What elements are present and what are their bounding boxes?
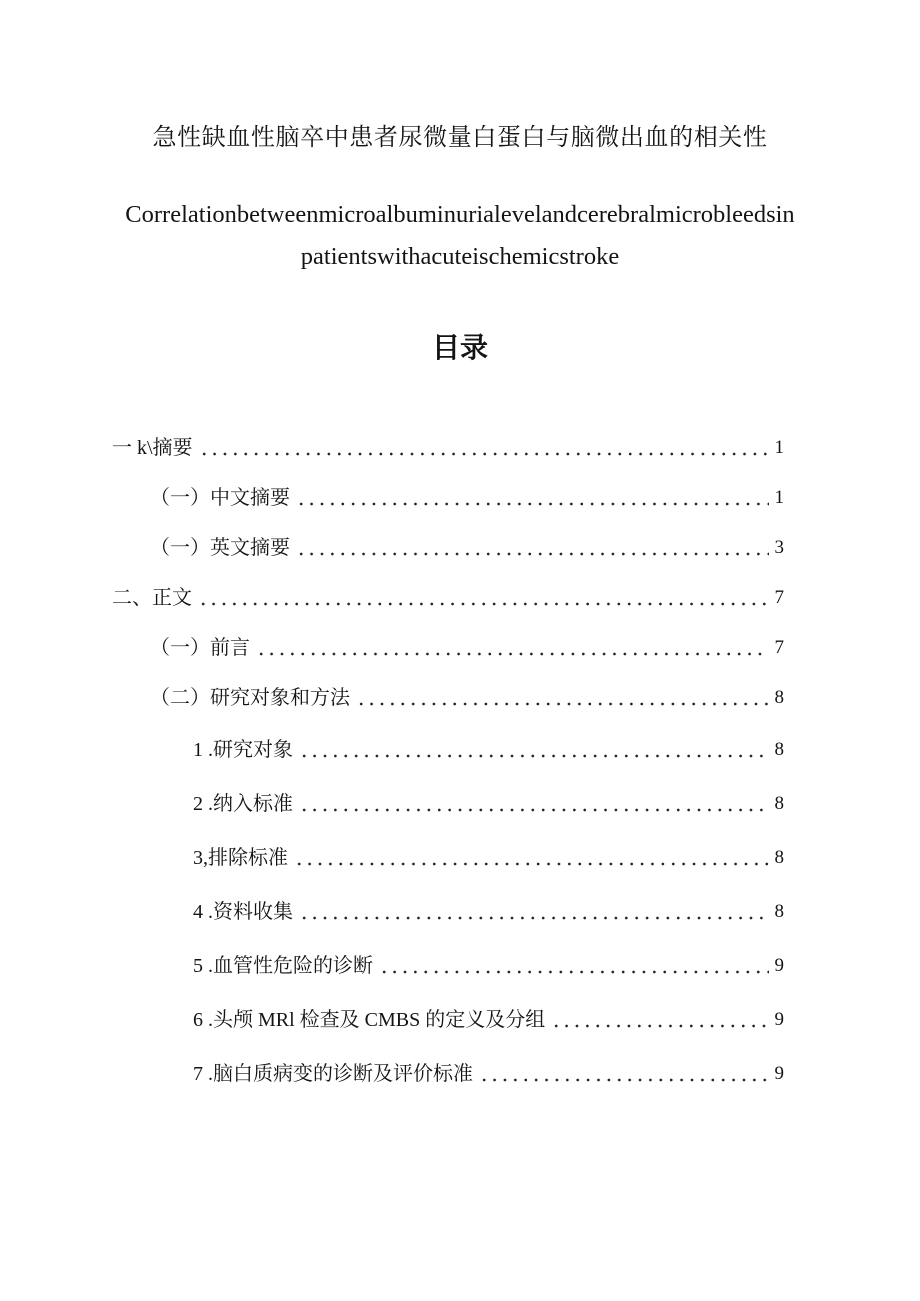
dot-leader — [299, 901, 769, 923]
toc-entry-label: 3,排除标准 — [193, 847, 288, 869]
toc-entry-label: （一）前言 — [150, 637, 250, 659]
toc-entry-label: 6 .头颅 MRl 检查及 CMBS 的定义及分组 — [193, 1009, 546, 1031]
toc-entry-page: 1 — [774, 437, 784, 458]
dot-leader — [551, 1009, 768, 1031]
toc-entry-page: 8 — [774, 687, 784, 708]
dot-leader — [296, 487, 769, 509]
toc-entry-page: 3 — [774, 537, 784, 558]
document-title-english-line-1: Correlationbetweenmicroalbuminurialevelandcerebralmicrobleedsin — [125, 201, 795, 228]
toc-entry — [0, 993, 920, 1047]
toc-entry — [0, 723, 920, 777]
toc-entry — [0, 939, 920, 993]
dot-leader — [296, 537, 769, 559]
dot-leader — [479, 1063, 769, 1085]
toc-entry-page: 1 — [774, 487, 784, 508]
document-title-chinese: 急性缺血性脑卒中患者尿微量白蛋白与脑微出血的相关性 — [152, 124, 768, 151]
toc-entry-label: 2 .纳入标准 — [193, 793, 293, 815]
toc-entry-label: 1 .研究对象 — [193, 739, 293, 761]
toc-entry-label: 一 k\摘要 — [112, 437, 193, 459]
toc-entry — [0, 1047, 920, 1101]
toc-entry-page: 8 — [774, 793, 784, 814]
dot-leader — [256, 637, 769, 659]
toc-entry-label: （一）中文摘要 — [150, 487, 290, 509]
toc-entry-label: （二）研究对象和方法 — [150, 687, 350, 709]
toc-entry-label: （一）英文摘要 — [150, 537, 290, 559]
toc-entry — [0, 573, 920, 623]
toc-entry — [0, 473, 920, 523]
toc-entry-page: 8 — [774, 847, 784, 868]
dot-leader — [356, 687, 769, 709]
toc-heading: 目录 — [431, 332, 488, 363]
dot-leader — [294, 847, 769, 869]
toc-entry — [0, 423, 920, 473]
dot-leader — [299, 739, 769, 761]
toc-entry — [0, 885, 920, 939]
dot-leader — [299, 793, 769, 815]
toc-entry-page: 9 — [774, 955, 784, 976]
toc-entry-page: 7 — [774, 637, 784, 658]
toc-entry-page: 8 — [774, 739, 784, 760]
dot-leader — [199, 437, 769, 459]
dot-leader — [379, 955, 769, 977]
toc-entry — [0, 831, 920, 885]
toc-entry-label: 7 .脑白质病变的诊断及评价标准 — [193, 1063, 473, 1085]
toc-entry-page: 9 — [774, 1063, 784, 1084]
dot-leader — [198, 587, 769, 609]
toc-entry-page: 7 — [774, 587, 784, 608]
table-of-contents — [0, 423, 920, 1101]
toc-entry-page: 9 — [774, 1009, 784, 1030]
toc-entry-page: 8 — [774, 901, 784, 922]
toc-entry — [0, 673, 920, 723]
toc-entry — [0, 777, 920, 831]
toc-entry-label: 二、正文 — [112, 587, 192, 609]
document-title-english-line-2: patientswithacuteischemicstroke — [300, 243, 620, 270]
toc-entry-label: 5 .血管性危险的诊断 — [193, 955, 373, 977]
toc-entry — [0, 623, 920, 673]
toc-entry — [0, 523, 920, 573]
toc-entry-label: 4 .资料收集 — [193, 901, 293, 923]
